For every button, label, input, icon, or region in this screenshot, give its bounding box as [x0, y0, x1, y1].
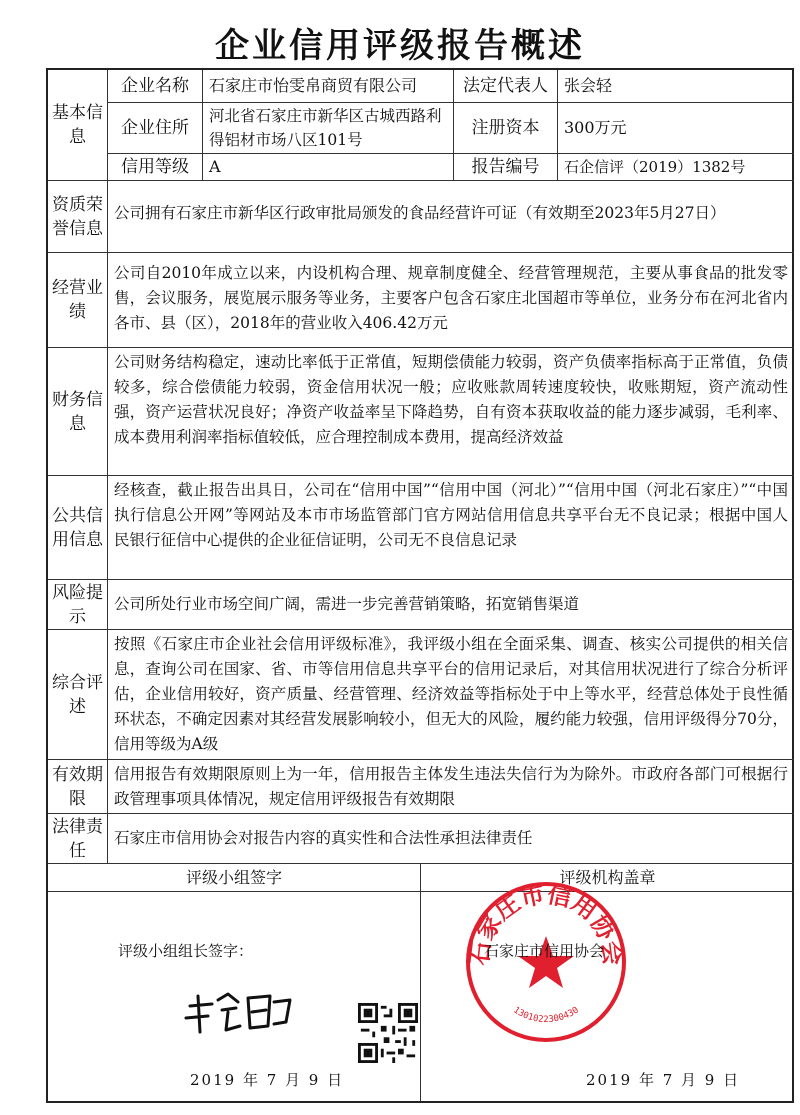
capital-value: 300万元: [558, 103, 794, 154]
legal-label: 法律责任: [48, 814, 108, 864]
seal-code-text: 1301022300430: [511, 1005, 581, 1026]
finance-text: 公司财务结构稳定，速动比率低于正常值，短期偿债能力较弱，资产负债率指标高于正常值，负债较多，综合偿债能力较弱，资金信用状况一般；应收账款周转速度较快，收账期短，资产流动性强，资产运营状况良好；净资产收益率呈下降趋势，自有资本获取收益的能力逐步减弱，毛利率、成本费用利润率指标值较低，应合理控制成本费用，提高经济效益: [108, 348, 794, 476]
validity-text: 信用报告有效期限原则上为一年，信用报告主体发生违法失信行为为除外。市政府各部门可根据行政管理事项具体情况，规定信用评级报告有效期限: [108, 760, 794, 814]
performance-label: 经营业绩: [48, 253, 108, 348]
public-credit-label: 公共信用信息: [48, 476, 108, 580]
public-credit-text: 经核查，截止报告出具日，公司在“信用中国”“信用中国（河北）”“信用中国（河北石家庄）”“中国执行信息公开网”等网站及本市市场监管部门官方网站信用信息共享平台无不良记录；根据中国人民银行征信中心提供的企业征信证明，公司无不良信息记录: [108, 476, 794, 580]
rating-team-signature-header: 评级小组签字: [48, 864, 421, 892]
review-text: 按照《石家庄市企业社会信用评级标准》，我评级小组在全面采集、调查、核实公司提供的相关信息，查询公司在国家、省、市等信用信息共享平台的信用记录后，对其信用状况进行了综合分析评估，企业信用较好，资产质量、经营管理、经济效益等指标处于中上等水平，经营总体处于良性循环状态，不确定因素对其经营发展影响较小，但无大的风险，履约能力较强，信用评级得分70分，信用等级为A级: [108, 630, 794, 760]
risk-text: 公司所处行业市场空间广阔，需进一步完善营销策略，拓宽销售渠道: [108, 580, 794, 630]
handwritten-signature: [178, 982, 298, 1042]
address-label: 企业住所: [108, 103, 203, 154]
capital-label: 注册资本: [454, 103, 558, 154]
qr-code: [358, 1003, 418, 1063]
official-seal-stamp: [462, 878, 630, 1046]
signature-date: 2019 年 7 月 9 日: [190, 1071, 345, 1089]
validity-label: 有效期限: [48, 760, 108, 814]
credit-grade-value: A: [203, 154, 454, 181]
report-number-label: 报告编号: [454, 154, 558, 181]
basic-section-label: 基本信息: [48, 70, 108, 181]
risk-label: 风险提示: [48, 580, 108, 630]
review-label: 综合评述: [48, 630, 108, 760]
seal-date: 2019 年 7 月 9 日: [586, 1071, 741, 1089]
qualification-label: 资质荣誉信息: [48, 181, 108, 253]
leader-signature-label: 评级小组组长签字：: [118, 942, 254, 960]
company-name-value: 石家庄市怡雯帛商贸有限公司: [203, 70, 454, 103]
finance-label: 财务信息: [48, 348, 108, 476]
legal-rep-label: 法定代表人: [454, 70, 558, 103]
company-name-label: 企业名称: [108, 70, 203, 103]
credit-grade-label: 信用等级: [108, 154, 203, 181]
report-number-value: 石企信评（2019）1382号: [558, 154, 794, 181]
performance-text: 公司自2010年成立以来，内设机构合理、规章制度健全、经营管理规范，主要从事食品的批发零售，会议服务，展览展示服务等业务，主要客户包含石家庄北国超市等单位，业务分布在河北省内各市、县（区），2018年的营业收入406.42万元: [108, 253, 794, 348]
address-value: 河北省石家庄市新华区古城西路利得铝材市场八区101号: [203, 103, 454, 154]
seal-arc-text: 石家庄市信用协会: [465, 880, 627, 967]
rating-org-seal-header: 评级机构盖章: [421, 864, 794, 892]
organization-name: 石家庄市信用协会: [484, 942, 605, 960]
legal-rep-value: 张会轻: [558, 70, 794, 103]
legal-text: 石家庄市信用协会对报告内容的真实性和合法性承担法律责任: [108, 814, 794, 864]
svg-text:1301022300430: [511, 1005, 581, 1025]
page-title: 企业信用评级报告概述: [215, 26, 585, 66]
qualification-text: 公司拥有石家庄市新华区行政审批局颁发的食品经营许可证（有效期至2023年5月27日）: [108, 181, 794, 253]
